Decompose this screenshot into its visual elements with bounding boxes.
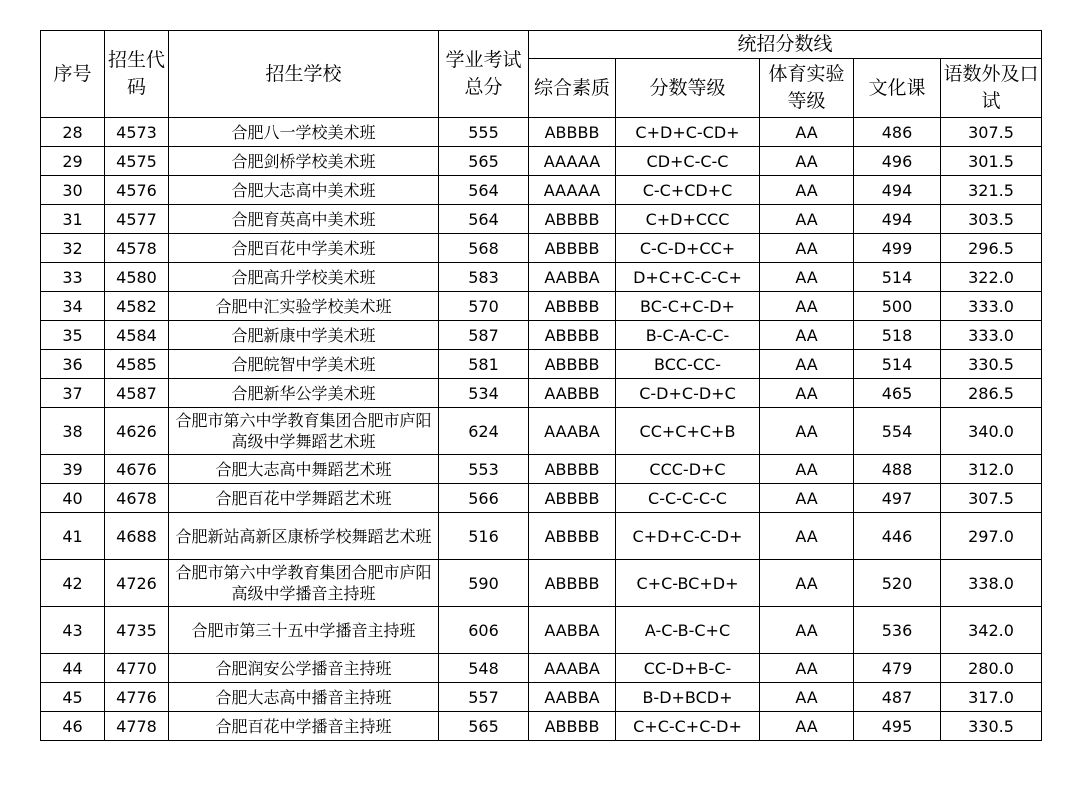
cell-code: 4580 <box>105 263 169 292</box>
table-row <box>41 234 1042 263</box>
cell-quality: AABBA <box>529 683 616 712</box>
cell-quality: ABBBB <box>529 234 616 263</box>
table-row <box>41 654 1042 683</box>
table-row <box>41 560 1042 607</box>
table-row <box>41 379 1042 408</box>
table-row <box>41 455 1042 484</box>
header-total: 学业考试总分 <box>439 31 529 118</box>
cell-quality: ABBBB <box>529 321 616 350</box>
cell-seq: 34 <box>41 292 105 321</box>
cell-seq: 35 <box>41 321 105 350</box>
cell-quality: ABBBB <box>529 292 616 321</box>
cell-total: 581 <box>439 350 529 379</box>
cell-quality: ABBBB <box>529 560 616 607</box>
cell-grade: CD+C-C-C <box>616 147 760 176</box>
cell-school: 合肥润安公学播音主持班 <box>169 654 439 683</box>
cell-culture: 536 <box>854 607 941 654</box>
cell-code: 4578 <box>105 234 169 263</box>
cell-code: 4688 <box>105 513 169 560</box>
cell-pe: AA <box>760 513 854 560</box>
cell-quality: AABBA <box>529 263 616 292</box>
table-row <box>41 683 1042 712</box>
cell-code: 4576 <box>105 176 169 205</box>
cell-culture: 499 <box>854 234 941 263</box>
cell-total: 568 <box>439 234 529 263</box>
cell-total: 534 <box>439 379 529 408</box>
cell-school: 合肥皖智中学美术班 <box>169 350 439 379</box>
cell-quality: AAAAA <box>529 147 616 176</box>
cell-seq: 37 <box>41 379 105 408</box>
cell-total: 548 <box>439 654 529 683</box>
cell-culture: 479 <box>854 654 941 683</box>
cell-pe: AA <box>760 147 854 176</box>
cell-culture: 486 <box>854 118 941 147</box>
cell-culture: 496 <box>854 147 941 176</box>
table-row <box>41 205 1042 234</box>
cell-pe: AA <box>760 484 854 513</box>
cell-pe: AA <box>760 712 854 741</box>
cell-pe: AA <box>760 408 854 455</box>
cell-pe: AA <box>760 118 854 147</box>
cell-school: 合肥大志高中播音主持班 <box>169 683 439 712</box>
cell-pe: AA <box>760 379 854 408</box>
cell-lang: 330.5 <box>941 712 1042 741</box>
header-score-line-group: 统招分数线 <box>529 31 1042 59</box>
cell-seq: 44 <box>41 654 105 683</box>
cell-total: 564 <box>439 176 529 205</box>
cell-school: 合肥高升学校美术班 <box>169 263 439 292</box>
cell-grade: C-D+C-D+C <box>616 379 760 408</box>
cell-grade: BC-C+C-D+ <box>616 292 760 321</box>
cell-lang: 330.5 <box>941 350 1042 379</box>
cell-seq: 38 <box>41 408 105 455</box>
cell-total: 583 <box>439 263 529 292</box>
cell-grade: CCC-D+C <box>616 455 760 484</box>
cell-total: 587 <box>439 321 529 350</box>
cell-seq: 42 <box>41 560 105 607</box>
cell-code: 4776 <box>105 683 169 712</box>
cell-code: 4626 <box>105 408 169 455</box>
header-grade: 分数等级 <box>616 59 760 118</box>
cell-code: 4577 <box>105 205 169 234</box>
cell-lang: 301.5 <box>941 147 1042 176</box>
cell-seq: 31 <box>41 205 105 234</box>
cell-quality: ABBBB <box>529 513 616 560</box>
cell-code: 4573 <box>105 118 169 147</box>
cell-grade: C-C-C-C-C <box>616 484 760 513</box>
cell-quality: AABBB <box>529 379 616 408</box>
cell-grade: C+D+C-CD+ <box>616 118 760 147</box>
cell-total: 565 <box>439 147 529 176</box>
cell-lang: 307.5 <box>941 484 1042 513</box>
cell-lang: 342.0 <box>941 607 1042 654</box>
table-row <box>41 484 1042 513</box>
cell-seq: 30 <box>41 176 105 205</box>
cell-lang: 303.5 <box>941 205 1042 234</box>
table-row <box>41 118 1042 147</box>
cell-school: 合肥中汇实验学校美术班 <box>169 292 439 321</box>
cell-culture: 487 <box>854 683 941 712</box>
header-seq: 序号 <box>41 31 105 118</box>
admission-score-table <box>40 30 1042 741</box>
cell-code: 4575 <box>105 147 169 176</box>
cell-seq: 41 <box>41 513 105 560</box>
cell-quality: ABBBB <box>529 712 616 741</box>
cell-pe: AA <box>760 654 854 683</box>
cell-culture: 514 <box>854 263 941 292</box>
cell-grade: CC-D+B-C- <box>616 654 760 683</box>
cell-culture: 494 <box>854 176 941 205</box>
cell-seq: 39 <box>41 455 105 484</box>
cell-total: 555 <box>439 118 529 147</box>
cell-pe: AA <box>760 607 854 654</box>
cell-seq: 46 <box>41 712 105 741</box>
cell-total: 557 <box>439 683 529 712</box>
cell-quality: ABBBB <box>529 484 616 513</box>
cell-culture: 514 <box>854 350 941 379</box>
cell-total: 553 <box>439 455 529 484</box>
cell-seq: 32 <box>41 234 105 263</box>
table-row <box>41 350 1042 379</box>
cell-school: 合肥新华公学美术班 <box>169 379 439 408</box>
cell-school: 合肥新康中学美术班 <box>169 321 439 350</box>
cell-seq: 45 <box>41 683 105 712</box>
table-body <box>41 118 1042 741</box>
cell-total: 565 <box>439 712 529 741</box>
cell-code: 4678 <box>105 484 169 513</box>
cell-lang: 297.0 <box>941 513 1042 560</box>
cell-grade: D+C+C-C-C+ <box>616 263 760 292</box>
cell-culture: 518 <box>854 321 941 350</box>
cell-grade: BCC-CC- <box>616 350 760 379</box>
cell-school: 合肥市第六中学教育集团合肥市庐阳高级中学舞蹈艺术班 <box>169 408 439 455</box>
cell-culture: 520 <box>854 560 941 607</box>
cell-grade: CC+C+C+B <box>616 408 760 455</box>
header-pe: 体育实验等级 <box>760 59 854 118</box>
cell-total: 624 <box>439 408 529 455</box>
cell-school: 合肥大志高中美术班 <box>169 176 439 205</box>
table-row <box>41 607 1042 654</box>
cell-school: 合肥百花中学播音主持班 <box>169 712 439 741</box>
cell-seq: 40 <box>41 484 105 513</box>
cell-school: 合肥育英高中美术班 <box>169 205 439 234</box>
cell-lang: 317.0 <box>941 683 1042 712</box>
table-row <box>41 513 1042 560</box>
cell-code: 4770 <box>105 654 169 683</box>
cell-grade: C+D+C-C-D+ <box>616 513 760 560</box>
cell-school: 合肥百花中学美术班 <box>169 234 439 263</box>
cell-quality: AAABA <box>529 408 616 455</box>
cell-culture: 554 <box>854 408 941 455</box>
table-row <box>41 263 1042 292</box>
cell-lang: 321.5 <box>941 176 1042 205</box>
header-quality: 综合素质 <box>529 59 616 118</box>
cell-total: 516 <box>439 513 529 560</box>
cell-seq: 43 <box>41 607 105 654</box>
cell-pe: AA <box>760 292 854 321</box>
cell-quality: ABBBB <box>529 455 616 484</box>
table-row <box>41 712 1042 741</box>
cell-grade: C+D+CCC <box>616 205 760 234</box>
cell-culture: 497 <box>854 484 941 513</box>
cell-lang: 322.0 <box>941 263 1042 292</box>
cell-pe: AA <box>760 350 854 379</box>
cell-quality: ABBBB <box>529 350 616 379</box>
cell-code: 4584 <box>105 321 169 350</box>
cell-total: 570 <box>439 292 529 321</box>
cell-lang: 296.5 <box>941 234 1042 263</box>
cell-code: 4676 <box>105 455 169 484</box>
table-row <box>41 147 1042 176</box>
cell-pe: AA <box>760 176 854 205</box>
cell-pe: AA <box>760 455 854 484</box>
cell-total: 564 <box>439 205 529 234</box>
cell-lang: 286.5 <box>941 379 1042 408</box>
cell-school: 合肥百花中学舞蹈艺术班 <box>169 484 439 513</box>
cell-lang: 280.0 <box>941 654 1042 683</box>
table-row <box>41 176 1042 205</box>
cell-lang: 307.5 <box>941 118 1042 147</box>
cell-grade: C+C-C+C-D+ <box>616 712 760 741</box>
cell-school: 合肥大志高中舞蹈艺术班 <box>169 455 439 484</box>
cell-quality: AAABA <box>529 654 616 683</box>
cell-lang: 333.0 <box>941 292 1042 321</box>
cell-pe: AA <box>760 234 854 263</box>
cell-culture: 488 <box>854 455 941 484</box>
cell-school: 合肥市第六中学教育集团合肥市庐阳高级中学播音主持班 <box>169 560 439 607</box>
cell-lang: 340.0 <box>941 408 1042 455</box>
cell-lang: 333.0 <box>941 321 1042 350</box>
cell-grade: C+C-BC+D+ <box>616 560 760 607</box>
cell-code: 4585 <box>105 350 169 379</box>
cell-school: 合肥市第三十五中学播音主持班 <box>169 607 439 654</box>
cell-pe: AA <box>760 683 854 712</box>
header-culture: 文化课 <box>854 59 941 118</box>
cell-culture: 446 <box>854 513 941 560</box>
cell-grade: B-C-A-C-C- <box>616 321 760 350</box>
cell-seq: 36 <box>41 350 105 379</box>
table-row <box>41 408 1042 455</box>
cell-code: 4587 <box>105 379 169 408</box>
cell-code: 4726 <box>105 560 169 607</box>
cell-seq: 33 <box>41 263 105 292</box>
cell-culture: 465 <box>854 379 941 408</box>
cell-lang: 312.0 <box>941 455 1042 484</box>
cell-quality: AABBA <box>529 607 616 654</box>
cell-pe: AA <box>760 560 854 607</box>
cell-school: 合肥八一学校美术班 <box>169 118 439 147</box>
cell-grade: C-C+CD+C <box>616 176 760 205</box>
cell-quality: ABBBB <box>529 205 616 234</box>
cell-culture: 500 <box>854 292 941 321</box>
cell-code: 4778 <box>105 712 169 741</box>
cell-grade: B-D+BCD+ <box>616 683 760 712</box>
cell-seq: 28 <box>41 118 105 147</box>
cell-pe: AA <box>760 205 854 234</box>
cell-pe: AA <box>760 321 854 350</box>
header-school: 招生学校 <box>169 31 439 118</box>
cell-pe: AA <box>760 263 854 292</box>
table-header <box>41 31 1042 118</box>
table-row <box>41 292 1042 321</box>
header-lang: 语数外及口试 <box>941 59 1042 118</box>
cell-total: 566 <box>439 484 529 513</box>
cell-grade: C-C-D+CC+ <box>616 234 760 263</box>
cell-quality: AAAAA <box>529 176 616 205</box>
table-row <box>41 321 1042 350</box>
cell-total: 590 <box>439 560 529 607</box>
cell-code: 4582 <box>105 292 169 321</box>
cell-grade: A-C-B-C+C <box>616 607 760 654</box>
header-code: 招生代码 <box>105 31 169 118</box>
cell-culture: 494 <box>854 205 941 234</box>
cell-school: 合肥剑桥学校美术班 <box>169 147 439 176</box>
cell-quality: ABBBB <box>529 118 616 147</box>
cell-total: 606 <box>439 607 529 654</box>
cell-seq: 29 <box>41 147 105 176</box>
cell-culture: 495 <box>854 712 941 741</box>
cell-school: 合肥新站高新区康桥学校舞蹈艺术班 <box>169 513 439 560</box>
cell-lang: 338.0 <box>941 560 1042 607</box>
cell-code: 4735 <box>105 607 169 654</box>
